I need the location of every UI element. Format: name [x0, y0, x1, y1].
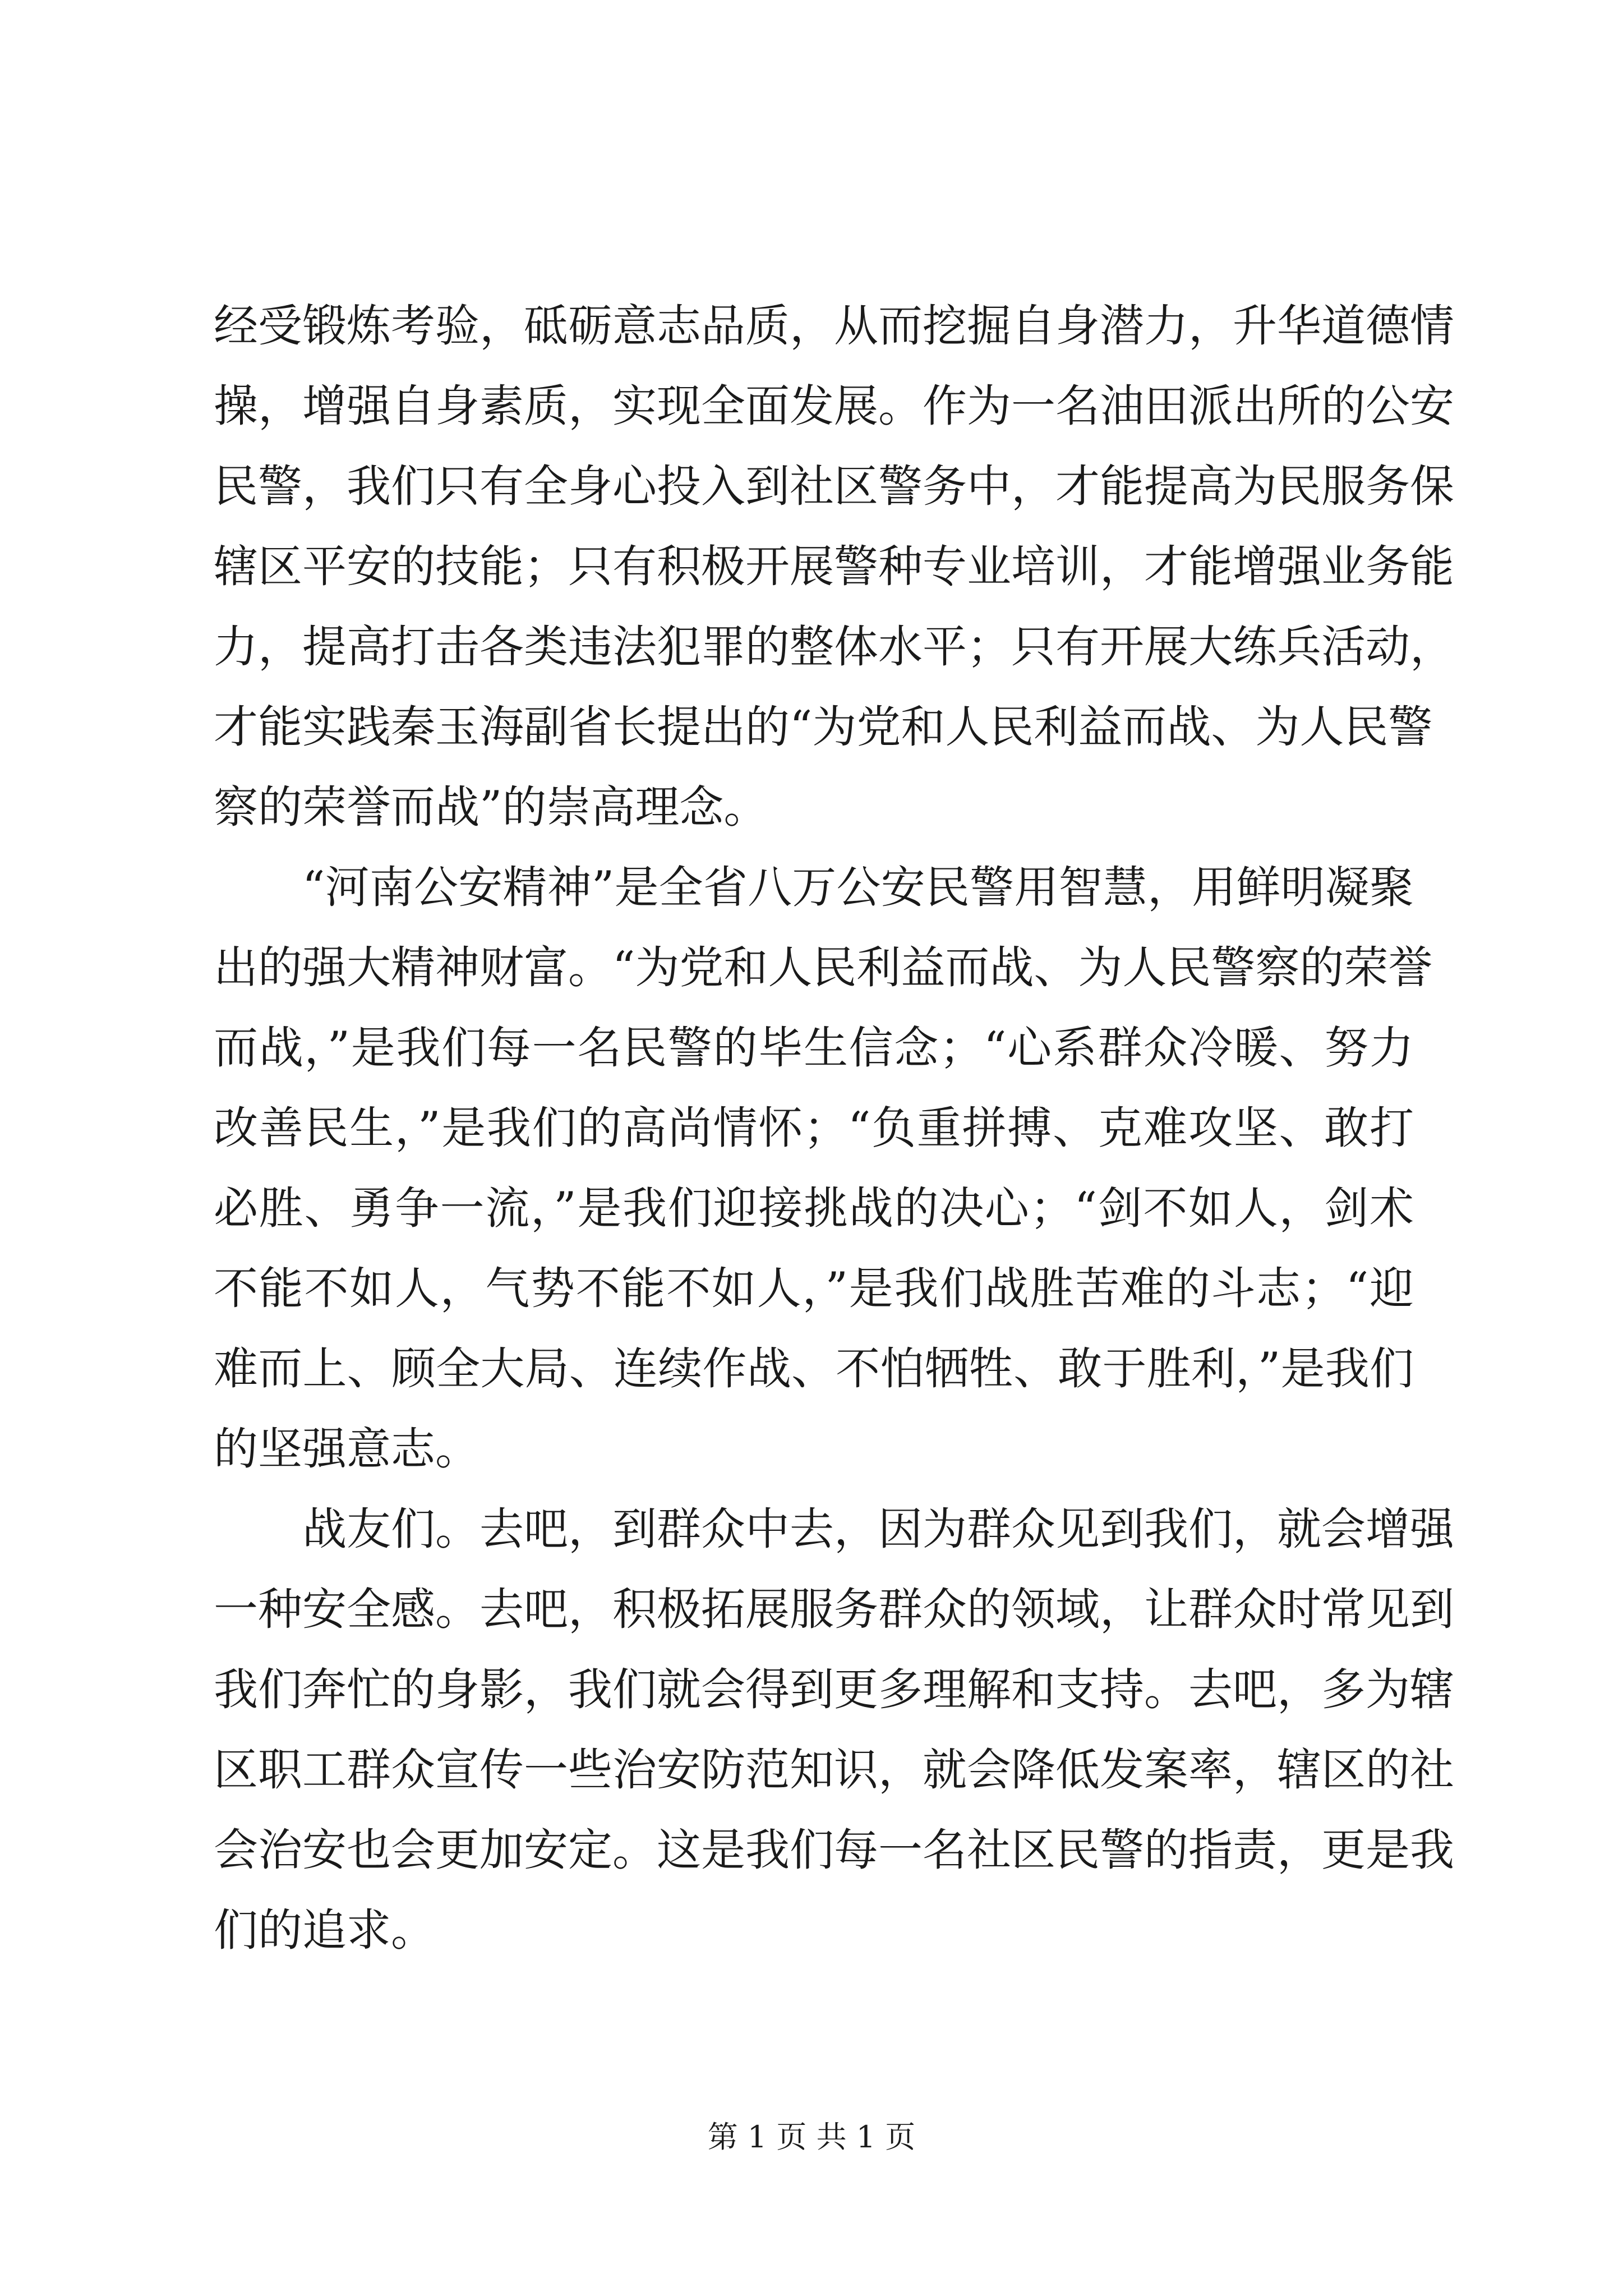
text-line: 经受锻炼考验，砥砺意志品质，从而挖掘自身潜力，升华道德情	[214, 300, 1454, 352]
text-line: 们的追求。	[214, 1904, 435, 1956]
text-line: 不能不如人，气势不能不如人，”是我们战胜苦难的斗志；“迎	[214, 1263, 1414, 1314]
text-line: 区职工群众宣传一些治安防范知识，就会降低发案率，辖区的社	[214, 1744, 1454, 1796]
text-line: 操，增强自身素质，实现全面发展。作为一名油田派出所的公安	[214, 380, 1454, 432]
text-line: 改善民生，”是我们的高尚情怀；“负重拼搏、克难攻坚、敢打	[214, 1102, 1414, 1154]
paragraph-3	[214, 1489, 1454, 1971]
text-line: 我们奔忙的身影，我们就会得到更多理解和支持。去吧，多为辖	[214, 1664, 1454, 1715]
text-line: 出的强大精神财富。“为党和人民利益而战、为人民警察的荣誉	[214, 942, 1433, 993]
text-line: “河南公安精神”是全省八万公安民警用智慧，用鲜明凝聚	[302, 862, 1414, 913]
text-line: 的坚强意志。	[214, 1423, 479, 1475]
page-footer	[0, 2118, 1623, 2157]
document-body	[214, 286, 1454, 1971]
text-line: 才能实践秦玉海副省长提出的“为党和人民利益而战、为人民警	[214, 701, 1433, 753]
text-line: 一种安全感。去吧，积极拓展服务群众的领域，让群众时常见到	[214, 1584, 1454, 1635]
paragraph-1	[214, 286, 1454, 848]
text-line: 必胜、勇争一流，”是我们迎接挑战的决心；“剑不如人，剑术	[214, 1182, 1414, 1234]
text-line: 力，提高打击各类违法犯罪的整体水平；只有开展大练兵活动，	[214, 621, 1454, 673]
text-line: 民警，我们只有全身心投入到社区警务中，才能提高为民服务保	[214, 461, 1454, 512]
text-line: 察的荣誉而战”的崇高理念。	[214, 781, 768, 833]
paragraph-2	[214, 848, 1433, 1489]
text-line: 难而上、顾全大局、连续作战、不怕牺牲、敢于胜利，”是我们	[214, 1343, 1414, 1395]
text-line: 会治安也会更加安定。这是我们每一名社区民警的指责，更是我	[214, 1824, 1454, 1876]
text-line: 战友们。去吧，到群众中去，因为群众见到我们，就会增强	[302, 1503, 1454, 1555]
text-line: 辖区平安的技能；只有积极开展警种专业培训，才能增强业务能	[214, 541, 1454, 592]
text-line: 而战，”是我们每一名民警的毕生信念；“心系群众冷暖、努力	[214, 1022, 1414, 1074]
page-number: 第 1 页 共 1 页	[707, 2119, 916, 2155]
